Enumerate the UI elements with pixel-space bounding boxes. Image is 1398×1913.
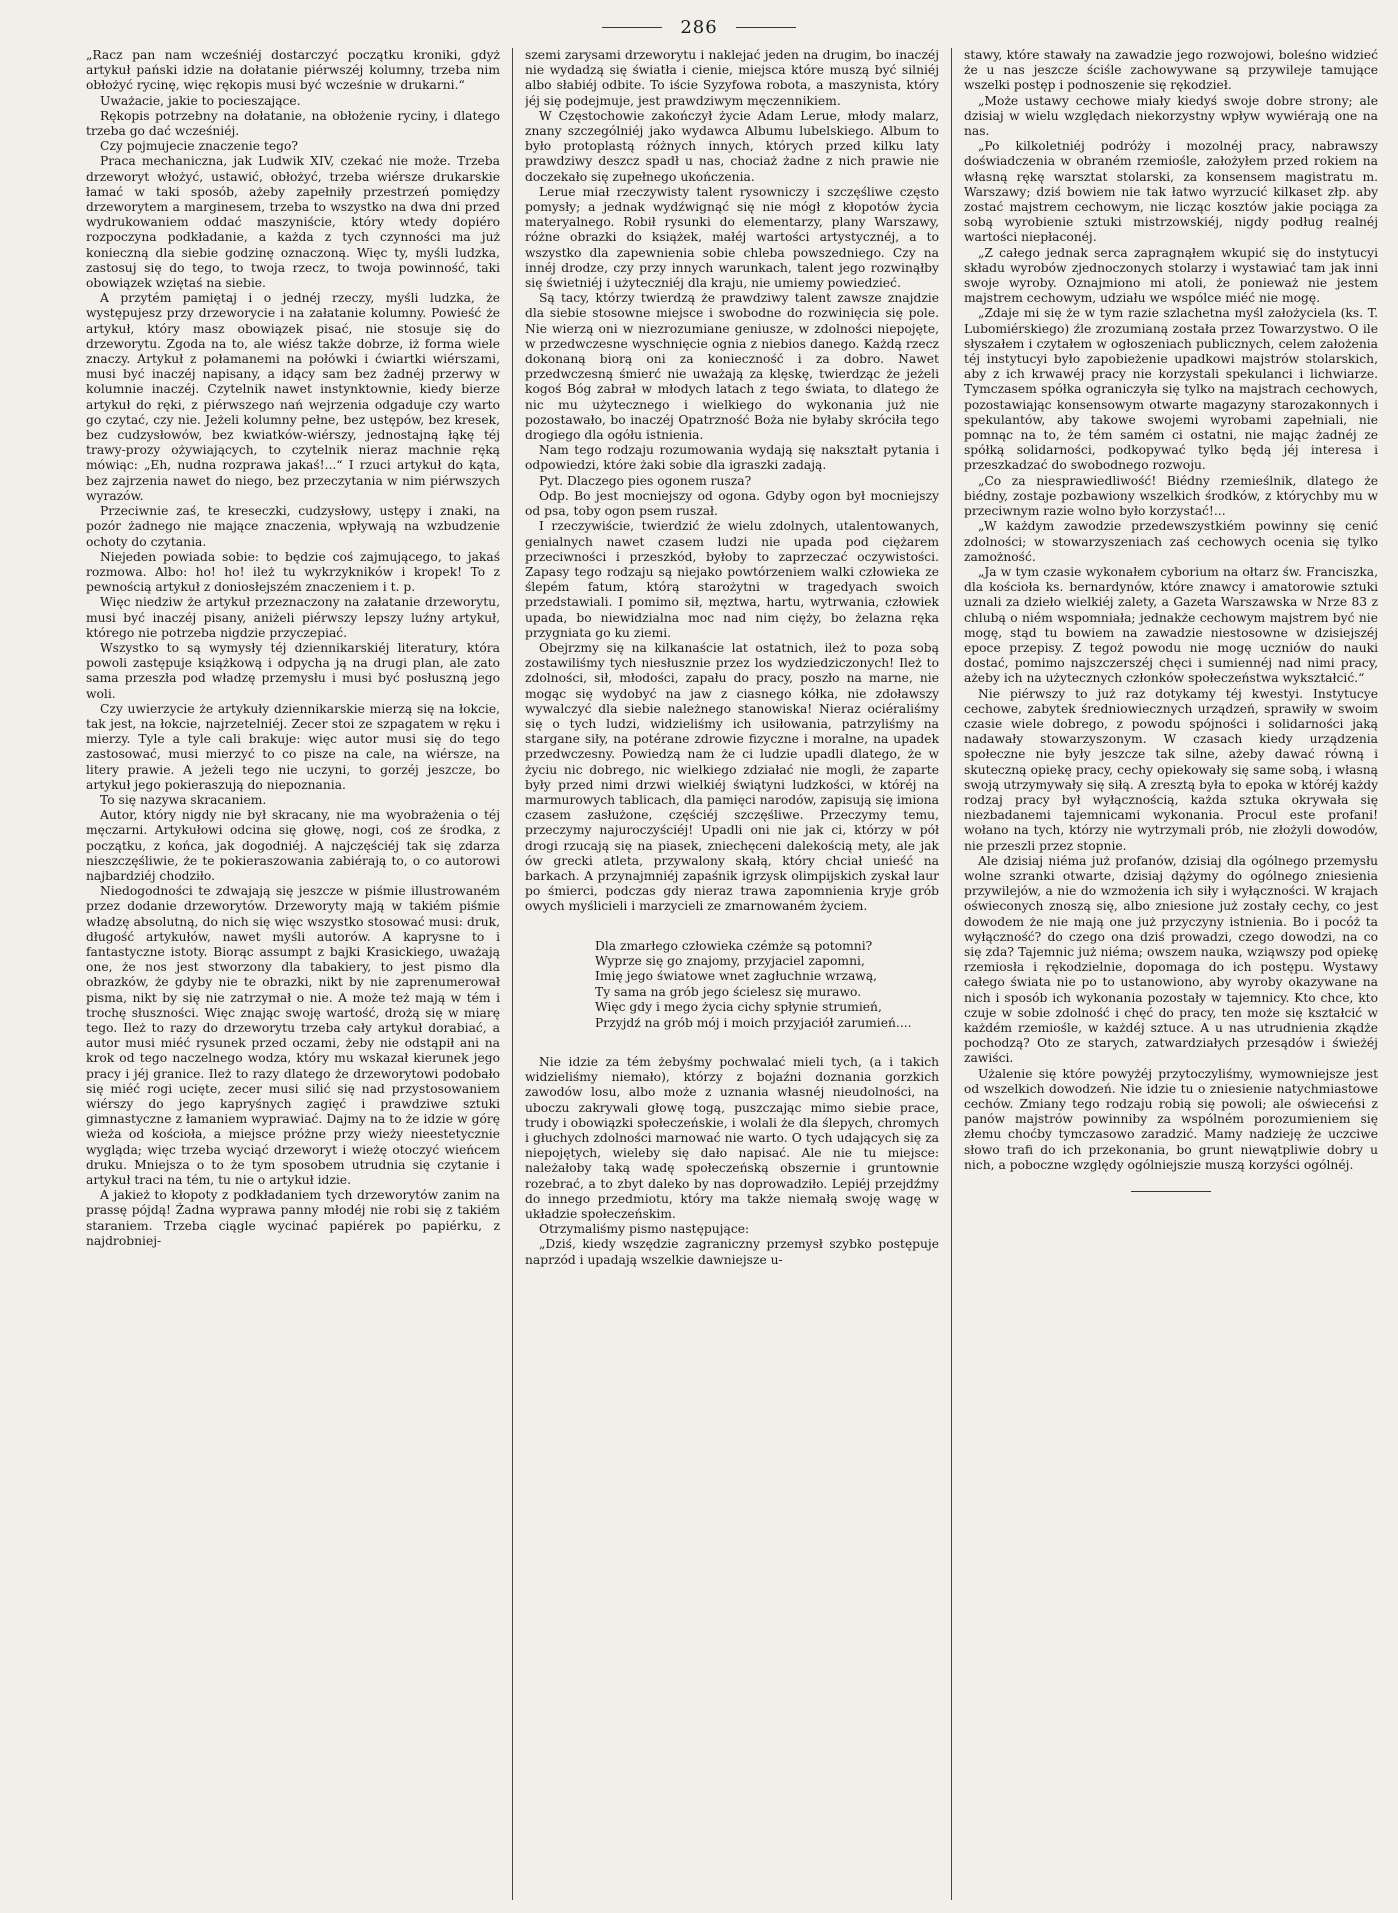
column-3	[964, 48, 1378, 1900]
column-2	[525, 48, 939, 1900]
paragraph: Nie idzie za tém żebyśmy pochwalać mieli tych, (a i takich widzieliśmy niemało), którzy z bojaźni doznania gorzkich zawodów losu, albo może z uznania własnéj nieudolności, na uboczu zakrywali głowę togą, puszczając mimo siebie prace, trudy i obowiązki społeczeńskie, i wolali że dla ślepych, chromych i głuchych zdolności marnować nie warto. O tych udających się za niepojętych, wieleby się dało napisać. Ale nie tu miejsce: należałoby taką wadę społeczeńską obszernie i gruntownie rozebrać, a to zbyt daleko by nas doprowadziło. Lepiéj przejdźmy do innego przedmiotu, który ma także niemałą swoję wagę w układzie społeczeńskim.	[525, 1055, 940, 1222]
verse-line: Wyprze się go znajomy, przyjaciel zapomni,	[595, 953, 865, 968]
paragraph: „Po kilkoletniéj podróży i mozolnéj pracy, nabrawszy doświadczenia w obraném rzemiośle, założyłem przed rokiem na własną rękę warsztat stolarski, za konsensem magistratu m. Warszawy; dziś bowiem nie tak łatwo wyrzucić kilkaset złp. aby zostać majstrem cechowym, nie licząc kosztów jakie pociąga za sobą wyrobienie sztuki mistrzowskiéj, nigdy podług realnéj wartości niepłaconéj.	[964, 139, 1379, 245]
paragraph: Rękopis potrzebny na dołatanie, na obłożenie ryciny, i dlatego trzeba go dać wcześniéj.	[86, 108, 501, 139]
paragraph: I rzeczywiście, twierdzić że wielu zdolnych, utalentowanych, genialnych nawet czasem ludzi nie upada pod ciężarem przeciwności i przeszkód, byłoby to zaprzeczać oczywistości. Zapasy tego rodzaju są niejako powtórzeniem walki człowieka ze ślepém fatum, którą starożytni w tragedyach swoich przedstawiali. I pomimo sił, męztwa, hartu, wytrwania, człowiek upada, bo niewidzialna moc nad nim cięży, bo żelazna ręka przygniata go ku ziemi.	[525, 519, 940, 640]
column-divider	[512, 48, 513, 1900]
paragraph: Czy uwierzycie że artykuły dziennikarskie mierzą się na łokcie, tak jest, na łokcie, najrzetelniéj. Zecer stoi ze szpagatem w ręku i mierzy. Tyle a tyle cali brakuje: więc autor musi się do tego zastosować, musi mierzyć to co pisze na cale, na wiérsze, na litery prawie. A jeżeli tego nie uczyni, to gorzéj jeszcze, bo artykuł jego pokieraszują do niepoznania.	[86, 701, 501, 792]
verse-line: Imię jego światowe wnet zagłuchnie wrzawą,	[595, 969, 878, 984]
paragraph: „Racz pan nam wcześniéj dostarczyć początku kroniki, gdyż artykuł pański idzie na dołatanie piérwszéj kolumny, trzeba nim obłożyć rycinę, więc rękopis musi być wcześnie w drukarni.“	[86, 48, 501, 93]
paragraph: Praca mechaniczna, jak Ludwik XIV, czekać nie może. Trzeba drzeworyt włożyć, ustawić, obłożyć, trzeba wiérsze drukarskie łamać w taki sposób, ażeby zapełniły przestrzeń pomiędzy drzeworytem a marginesem, trzeba to wszystko na dwa dni przed wydrukowaniem oddać maszyniście, który wtedy dopiéro rozpoczyna podkładanie, a każda z tych czynności ma już konieczną dla siebie godzinę oznaczoną. Więc ty, myśli ludzka, zastosuj się do tego, to twoja rzecz, to twoja powinność, taki obowiązek wziętaś na siebie.	[86, 154, 501, 291]
paragraph: Czy pojmujecie znaczenie tego?	[100, 139, 299, 154]
header-rule-right	[736, 27, 796, 28]
paragraph: „Z całego jednak serca zapragnąłem wkupić się do instytucyi składu wyrobów zjednoczonych stolarzy i wystawiać tam jak inni swoje wyroby. Oznajmiono mi atoli, że ponieważ nie jestem majstrem cechowym, udziału we wspólce miéć nie mogę.	[964, 245, 1379, 306]
paragraph: Przeciwnie zaś, te kreseczki, cudzysłowy, ustępy i znaki, na pozór żadnego nie mające znaczenia, wpływają na wzbudzenie ochoty do czytania.	[86, 504, 501, 549]
paragraph: „Co za niesprawiedliwość! Biédny rzemieślnik, dlatego że biédny, zostaje pozbawiony wszelkich środków, z którychby mu w przeciwnym razie wolno było korzystać!...	[964, 473, 1379, 519]
paragraph: Niejeden powiada sobie: to będzie coś zajmującego, to jakaś rozmowa. Albo: ho! ho! ileż tu wykrzykników i kropek! To z pewnością artykuł z doniosłejszém znaczeniem i t. p.	[86, 549, 501, 595]
paragraph: W Częstochowie zakończył życie Adam Lerue, młody malarz, znany szczególniéj jako wydawca Albumu lubelskiego. Album to było protoplastą różnych innych, których przed kilku laty prawdziwy deszcz spadł u nas, chociaż żadne z nich prawie nie doczekało się zupełnego ukończenia.	[525, 108, 940, 184]
verse-line: Przyjdź na grób mój i moich przyjaciół zarumień....	[595, 1015, 912, 1030]
paragraph: szemi zarysami drzeworytu i naklejać jeden na drugim, bo inaczéj nie wydadzą się światła i cienie, miejsca które muszą być silniéj albo słabiéj odbite. To iście Syzyfowa robota, a maszynista, który jéj się podejmuje, jest prawdziwym męczennikiem.	[525, 48, 940, 108]
paragraph: stawy, które stawały na zawadzie jego rozwojowi, boleśno widzieć że u nas jeszcze ściśle zachowywane są przywileje tamujące wszelki postęp i podnoszenie się rękodzieł.	[964, 48, 1379, 93]
header-rule-left	[602, 27, 662, 28]
paragraph: „W każdym zawodzie przedewszystkiém powinny się cenić zdolności; w stowarzyszeniach zaś cechowych ocenia się tylko zamożność.	[964, 519, 1379, 564]
page-number: 286	[680, 16, 718, 38]
verse-line: Więc gdy i mego życia cichy spłynie strumień,	[595, 1000, 882, 1015]
poem-verse	[595, 939, 939, 1031]
paragraph: To się nazywa skracaniem.	[100, 792, 267, 807]
paragraph: Pyt. Dlaczego pies ogonem rusza?	[539, 473, 752, 488]
verse-line: Dla zmarłego człowieka czémże są potomni?	[595, 938, 873, 953]
paragraph: Ale dzisiaj niéma już profanów, dzisiaj dla ogólnego przemysłu wolne szranki otwarte, dzisiaj dążymy do ogólnego zniesienia przywilejów, a nie do wzmożenia ich siły i wyłączności. W krajach oświeconych znoszą się, albo zniesione już zostały cechy, co jest dowodem że nie mają one już przyczyny istnienia. Bo i pocóż ta wyłączność? do czego ona dziś prowadzi, czego dowodzi, na co się zda? Tajemnic już niéma; owszem nauka, wziąwszy pod opiekę rzemiosła i rękodzielnie, dopomaga do ich postępu. Wystawy całego świata nie po to ustanowiono, aby wyroby okazywane na nich i sposób ich wykonania pozostały w tajemnicy. Kto chce, kto czuje w sobie zdolność i chęć do pracy, ten może się kształcić w każdém rzemiośle, w każdéj sztuce. A u nas utrudnienia zkądże pochodzą? Oto ze starych, zatwardziałych przesądów i świeżéj zawiści.	[964, 853, 1379, 1066]
paragraph: Niedogodności te zdwajają się jeszcze w piśmie illustrowaném przez dodanie drzeworytów. Drzeworyty mają w takiém piśmie władzę absolutną, do nich się więc wszystko stosować musi: druk, długość artykułów, nawet myśli autorów. A kaprysne to i fantastyczne istoty. Biorąc assumpt z bajki Krasickiego, uważają one, że nos jest stworzony dla tabakiery, to jest pismo dla obrazków, że gdyby nie te obrazki, nikt by nie zaprenumerował pisma, nikt by się nie zatrzymał o nie. A może też mają w tém i trochę słuszności. Więc znając swoję wartość, drożą się w miarę tego. Ileż to razy do drzeworytu trzeba cały artykuł dorabiać, a autor musi miéć rysunek przed oczami, żeby nie odstąpił ani na krok od tego naczelnego wodza, który mu wskazał kierunek jego pracy i jéj granice. Ileż to razy dlatego że drzeworytowi podobało się miéć rogi ucięte, zecer musi silić się nad przystosowaniem wiérszy do jego kapryśnych zagięć i prawdziwe sztuki gimnastyczne z łamaniem wyprawiać. Dajmy na to że idzie w górę wieża od kościoła, a miejsce próżne przy wieży nieestetycznie wygląda; więc trzeba wyciąć drzeworyt i wieżę otoczyć wieńcem druku. Mniejsza o to że tym sposobem utrudnia się czytanie i artykuł traci na tém, tu nie o artykuł idzie.	[86, 884, 501, 1188]
paragraph: „Zdaje mi się że w tym razie szlachetna myśl założyciela (ks. T. Lubomiérskiego) źle zrozumianą została przez Towarzystwo. O ile słyszałem i czytałem w ogłoszeniach publicznych, celem założenia téj instytucyi było zapobieżenie upadkowi majstrów stolarskich, aby z ich krwawéj pracy nie korzystali spekulanci i lichwiarze. Tymczasem spółka ograniczyła się tylko na majstrach cechowych, pozostawiając konsensowym otwarte magazyny starozakonnych i spekulantów, aby takowe swojemi wyrobami zapełniali, nie pomnąc na to, że tém samém ci ostatni, nie mając żadnéj ze spółką solidarności, podkopywać tylko będą jéj interesa i przeszkadzać do swobodnego rozwoju.	[964, 306, 1379, 473]
column-1	[86, 48, 500, 1900]
paragraph: Więc niedziw że artykuł przeznaczony na załatanie drzeworytu, musi być inaczéj pisany, aniżeli piérwszy lepszy luźny artykuł, którego nie potrzeba nigdzie przyczepiać.	[86, 595, 501, 640]
paragraph: Uważacie, jakie to pocieszające.	[100, 93, 301, 108]
column-divider	[951, 48, 952, 1900]
paragraph: Lerue miał rzeczywisty talent rysowniczy i szczęśliwe często pomysły; a jednak wydźwignąć się nie mógł z kłopotów życia materyalnego. Robił rysunki do elementarzy, plany Warszawy, różne obrazki do książek, małéj wartości artystycznéj, a to wszystko dla zapewnienia sobie chleba powszedniego. Czy na innéj drodze, czy przy innych warunkach, talent jego rozwinąłby się świetniéj i użyteczniéj dla kraju, nie umiemy powiedzieć.	[525, 184, 940, 291]
paragraph: Nie piérwszy to już raz dotykamy téj kwestyi. Instytucye cechowe, zabytek średniowiecznych urządzeń, sprawiły w swoim czasie wiele dobrego, z powodu spójności i solidarności jaką nadawały stowarzyszonym. W czasach kiedy urządzenia społeczne nie były jeszcze tak silne, ażeby dawać równą i skuteczną opiekę pracy, cechy opiekowały się same sobą, i własną swoją utrzymywały się siłą. A zresztą była to epoka w któréj każdy rodzaj pracy był wyłącznością, każda sztuka okrywała się niezbadanemi tajemnicami wykonania. Procul este profani! wołano na tych, którzy nie wytrzymali prób, nie złożyli dowodów, nie przeszli przez stopnie.	[964, 686, 1379, 853]
page-header	[0, 14, 1398, 40]
paragraph: A jakież to kłopoty z podkładaniem tych drzeworytów zanim na prassę pójdą! Żadna wyprawa panny młodéj nie robi się z takiém staraniem. Trzeba ciągle wycinać papiérek po papiérku, z najdrobniej-	[86, 1188, 501, 1248]
paragraph: Użalenie się które powyżéj przytoczyliśmy, wymowniejsze jest od wszelkich dowodzeń. Nie idzie tu o zniesienie natychmiastowe cechów. Zmiany tego rodzaju robią się powoli; ale oświeceńsi z panów majstrów powinniby za wspólném porozumieniem się złemu choćby tymczasowo zaradzić. Mamy nadzieję że uczciwe słowo trafi do ich przekonania, bo grunt niewątpliwie dobry u nich, a poboczne względy ogólniejszie muszą korzyści ogólnéj.	[964, 1066, 1379, 1172]
end-rule	[1131, 1191, 1211, 1192]
paragraph: Są tacy, którzy twierdzą że prawdziwy talent zawsze znajdzie dla siebie stosowne miejsce i swobodne do rozwinięcia się pole. Nie wierzą oni w niezrozumiane geniusze, w zdolności niepojęte, w przedwczesne wyschnięcie ognia z niebios danego. Każdą rzecz dokonaną biorą oni za konieczność i za dobro. Nawet przedwczesną śmierć nie uważają za klęskę, twierdząc że jeżeli kogoś Bóg zabrał w młodych latach z tego świata, to dlatego że nic mu użytecznego i wielkiego do wykonania już nie pozostawało, bo inaczéj Opatrzność Boża nie byłaby skróciła tego drogiego dla ogółu istnienia.	[525, 291, 940, 443]
paragraph: „Ja w tym czasie wykonałem cyborium na ołtarz św. Franciszka, dla kościoła ks. bernardynów, które znawcy i amatorowie sztuki uznali za dzieło wielkiéj zalety, a Gazeta Warszawska w Nrze 83 z chlubą o niém wspomniała; jednakże cechowym majstrem być nie mogę, stąd tu bowiem na zawadzie niestosowne w dzisiejszéj epoce przepisy. Z tegoż powodu nie mogę uczniów do nauki dostać, pomimo najszczerszéj chęci i sumiennéj nad nimi pracy, ażeby ich na użytecznych członków społeczeństwa wykształcić.“	[964, 564, 1379, 686]
text-columns	[86, 48, 1378, 1900]
paragraph: „Dziś, kiedy wszędzie zagraniczny przemysł szybko postępuje naprzód i upadają wszelkie dawniejsze u-	[525, 1237, 940, 1267]
paragraph: A przytém pamiętaj i o jednéj rzeczy, myśli ludzka, że występujesz przy drzeworycie i na załatanie kolumny. Powieść że artykuł, który masz obowiązek pisać, nie stosuje się do drzeworytu. Zgoda na to, ale wiész także dobrze, iż forma wiele znaczy. Artykuł z połamanemi na połówki i ćwiartki wiérszami, musi być inaczéj napisany, a idący sam bez żadnéj przerwy w kolumnie inaczéj. Czytelnik nawet instynktownie, kiedy bierze artykuł do ręki, z piérwszego nań wejrzenia odgaduje czy warto go czytać, czy nie. Jeżeli kolumny pełne, bez ustępów, bez kresek, bez cudzysłowów, bez kwiatków-wiérszy, jednostajną łąkę téj trawy-prozy ożywiających, to czytelnik nieraz machnie ręką mówiąc: „Eh, nudna rozprawa jakaś!...“ I rzuci artykuł do kąta, bez zajrzenia nawet do niego, bez przeczytania w nim piérwszych wyrazów.	[86, 291, 501, 503]
paragraph: Wszystko to są wymysły téj dziennikarskiéj literatury, która powoli zastępuje książkową i odpycha ją na drugi plan, ale zato sama przeszła pod władzę przemysłu i musi być posłuszną jego woli.	[86, 640, 501, 701]
paragraph: Autor, który nigdy nie był skracany, nie ma wyobrażenia o téj męczarni. Artykułowi odcina się głowę, nogi, coś ze środka, z początku, z końca, jak dogodniéj. A najczęściéj tak się zdarza nieszczęśliwie, że te pokieraszowania zabiérają to, o co autorowi najbardziéj chodziło.	[86, 808, 501, 883]
paragraph: Obejrzmy się na kilkanaście lat ostatnich, ileż to poza sobą zostawiliśmy tych niesłusznie przez los wydziedziczonych! Ileż to zdolności, sił, młodości, zapału do pracy, poszło na marne, nie mogąc się wydobyć na jaw z ciasnego kółka, nie zdoławszy wywalczyć dla siebie należnego stanowiska! Nieraz ociéraliśmy się o tych ludzi, widzieliśmy ich usiłowania, patrzyliśmy na stargane siły, na potérane zdrowie fizyczne i moralne, na upadek przedwczesny. Powiedzą nam że ci ludzie upadli dlatego, że w życiu nic dobrego, nic wielkiego zdziałać nie mogli, że zaparte były przed nimi drzwi wielkiéj świątyni ludzkości, w któréj na marmurowych tablicach, dla pamięci narodów, zapisują się imiona czasem zasłużone, częściéj szczęśliwe. Przeczymy temu, przeczymy najuroczyściéj! Upadli oni nie jak ci, którzy w pół drogi rzucają się na piasek, zniechęceni dalekością mety, ale jak ów grecki atleta, przywalony skałą, który chciał unieść na barkach. A przynajmniéj zapaśnik igrzysk olimpijskich zyskał laur po śmierci, podczas gdy nieraz trawa zapomnienia kryje grób owych myślicieli i marzycieli ze zmarnowaném życiem.	[525, 640, 940, 914]
paragraph: „Może ustawy cechowe miały kiedyś swoje dobre strony; ale dzisiaj w wielu względach niekorzystny wpływ wywiérają one na nas.	[964, 93, 1379, 139]
paragraph: Otrzymaliśmy pismo następujące:	[539, 1222, 750, 1237]
paragraph: Odp. Bo jest mocniejszy od ogona. Gdyby ogon był mocniejszy od psa, toby ogon psem ruszał.	[525, 488, 940, 519]
paragraph: Nam tego rodzaju rozumowania wydają się nakształt pytania i odpowiedzi, które żaki sobie dla igraszki zadają.	[525, 443, 940, 473]
verse-line: Ty sama na grób jego ścielesz się murawo.	[595, 984, 862, 999]
